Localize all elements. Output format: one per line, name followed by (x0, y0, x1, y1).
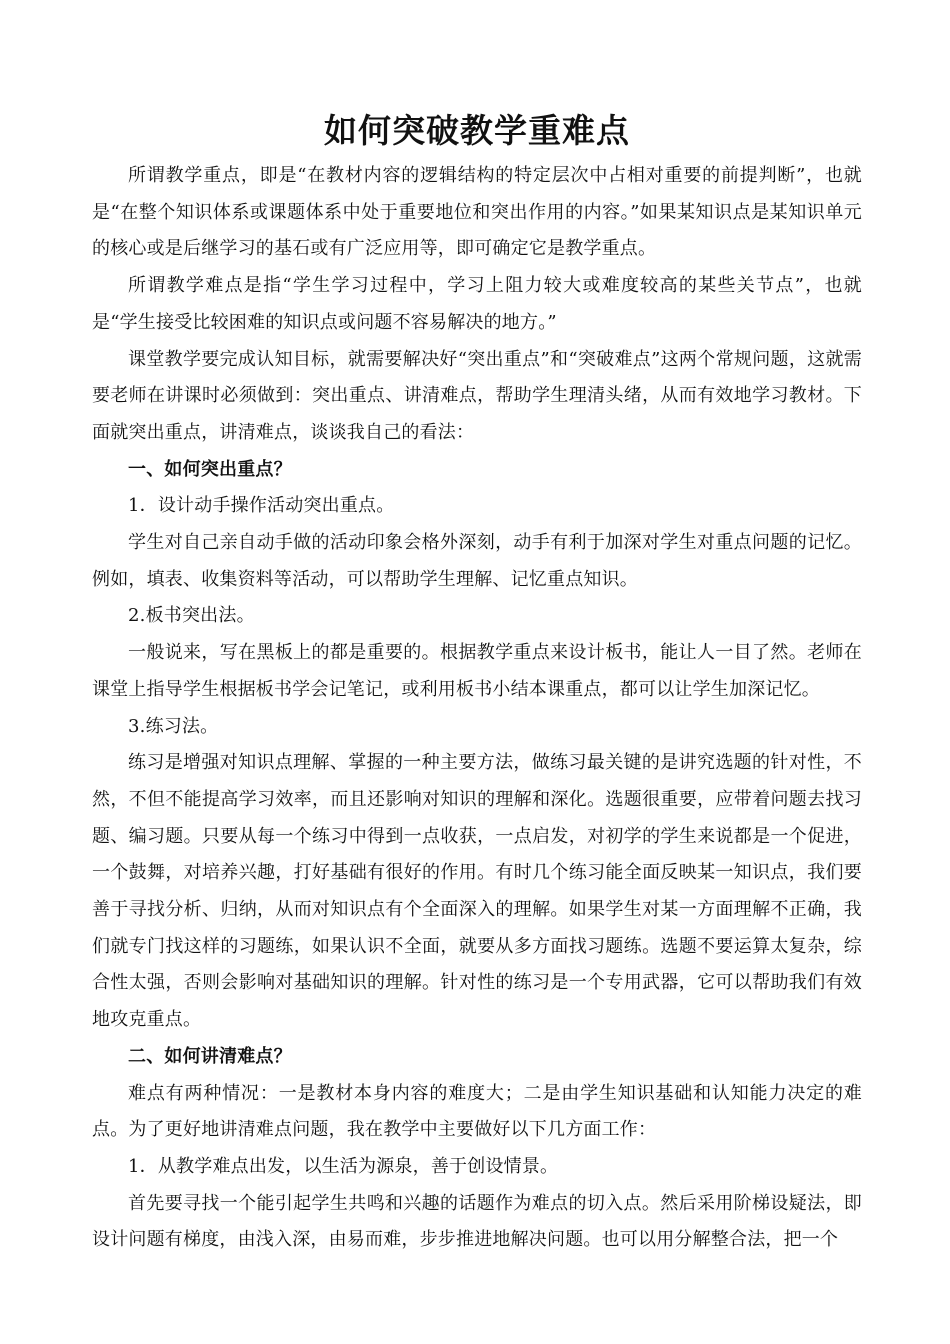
paragraph-blackboard-method: 一般说来，写在黑板上的都是重要的。根据教学重点来设计板书，能让人一目了然。老师在课堂上指导学生根据板书学会记笔记，或利用板书小结本课重点，都可以让学生加深记忆。 (92, 642, 862, 700)
paragraph-create-scenarios: 首先要寻找一个能引起学生共鸣和兴趣的话题作为难点的切入点。然后采用阶梯设疑法，即设计问题有梯度，由浅入深，由易而难，步步推进地解决问题。也可以用分解整合法，把一个 (92, 1192, 862, 1251)
paragraph-introduction: 课堂教学要完成认知目标，就需要解决好“突出重点”和“突破难点”这两个常规问题，这就需要老师在讲课时必须做到：突出重点、讲清难点，帮助学生理清头绪，从而有效地学习教材。下面就突出重点，讲清难点，谈谈我自己的看法： (92, 348, 862, 443)
paragraph-practice-method: 练习是增强对知识点理解、掌握的一种主要方法，做练习最关键的是讲究选题的针对性，不然，不但不能提高学习效率，而且还影响对知识的理解和深化。选题很重要，应带着问题去找习题、编习题。只要从每一个练习中得到一点收获，一点启发，对初学的学生来说都是一个促进，一个鼓舞，对培养兴趣，打好基础有很好的作用。有时几个练习能全面反映某一知识点，我们要善于寻找分析、归纳，从而对知识点有个全面深入的理解。如果学生对某一方面理解不正确，我们就专门找这样的习题练，如果认识不全面，就要从多方面找习题练。选题不要运算太复杂，综合性太强，否则会影响对基础知识的理解。针对性的练习是一个专用武器，它可以帮助我们有效地攻克重点。 (92, 752, 862, 1031)
section-heading-explain-difficult-points: 二、如何讲清难点？ (128, 1045, 292, 1067)
subheading-hands-on-activity: 1．设计动手操作活动突出重点。 (128, 495, 395, 517)
paragraph-difficult-point-definition: 所谓教学难点是指“学生学习过程中，学习上阻力较大或难度较高的某些关节点”，也就是“学生接受比较困难的知识点或问题不容易解决的地方。” (92, 275, 862, 333)
document-page (92, 106, 862, 1259)
section-heading-highlight-key-points: 一、如何突出重点？ (128, 458, 292, 480)
subheading-create-scenarios: 1．从教学难点出发，以生活为源泉，善于创设情景。 (128, 1155, 559, 1177)
paragraph-hands-on-activity: 学生对自己亲自动手做的活动印象会格外深刻，动手有利于加深对学生对重点问题的记忆。例如，填表、收集资料等活动，可以帮助学生理解、记忆重点知识。 (92, 532, 862, 590)
document-title: 如何突破教学重难点 (324, 111, 630, 150)
paragraph-key-point-definition: 所谓教学重点，即是“在教材内容的逻辑结构的特定层次中占相对重要的前提判断”，也就是“在整个知识体系或课题体系中处于重要地位和突出作用的内容。”如果某知识点是某知识单元的核心或是后继学习的基石或有广泛应用等，即可确定它是教学重点。 (92, 165, 862, 260)
subheading-blackboard-method: 2.板书突出法。 (128, 605, 255, 627)
subheading-practice-method: 3.练习法。 (128, 715, 219, 737)
paragraph-difficult-point-types: 难点有两种情况：一是教材本身内容的难度大；二是由学生知识基础和认知能力决定的难点。为了更好地讲清难点问题，我在教学中主要做好以下几方面工作： (92, 1082, 862, 1141)
